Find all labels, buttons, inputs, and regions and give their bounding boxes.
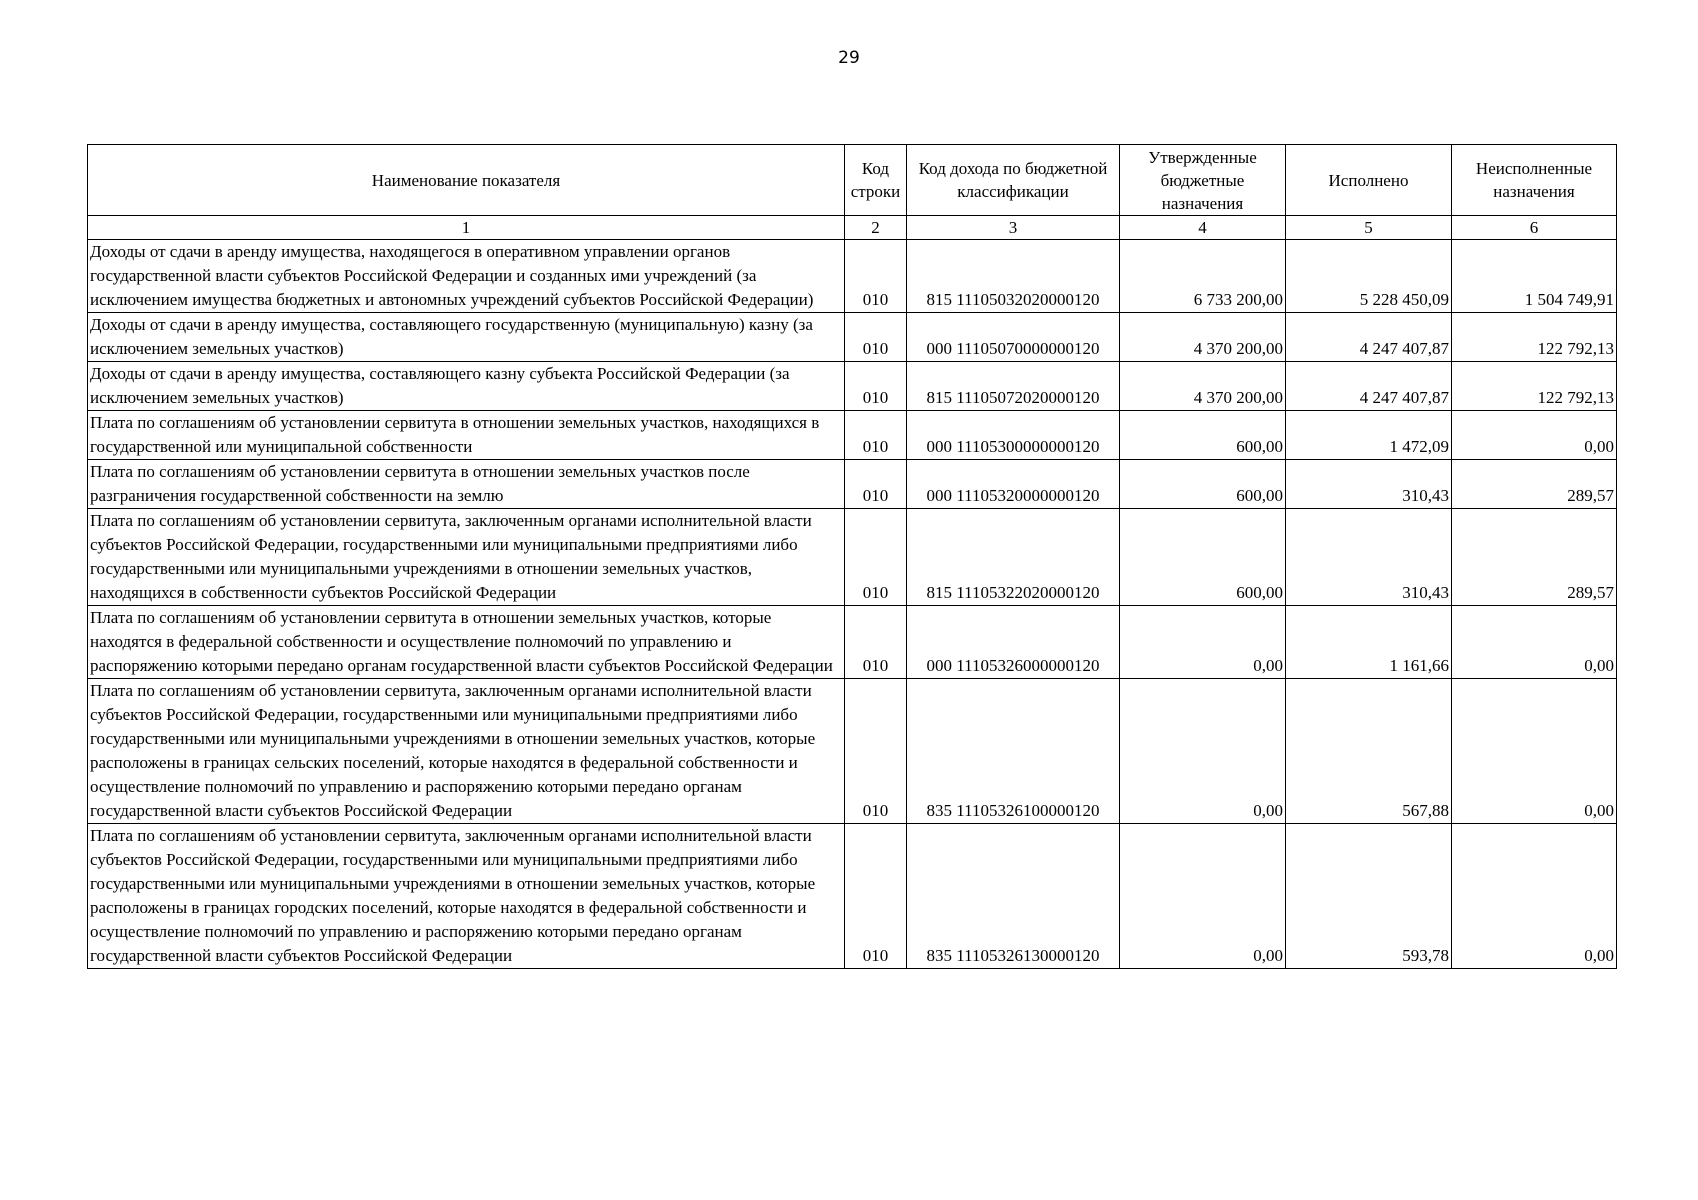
line-code-cell: 010: [845, 313, 907, 362]
budget-code-cell: 000 11105320000000120: [907, 460, 1120, 509]
table-row: [88, 313, 1617, 362]
line-code-cell: 010: [845, 824, 907, 969]
indicator-name-cell: Плата по соглашениям об установлении сервитута в отношении земельных участков после разграничения государственной собственности на землю: [88, 460, 845, 509]
approved-amount-cell: 600,00: [1120, 460, 1286, 509]
header-executed: Исполнено: [1286, 145, 1452, 216]
executed-amount-cell: 567,88: [1286, 679, 1452, 824]
budget-code-cell: 835 11105326100000120: [907, 679, 1120, 824]
line-code-cell: 010: [845, 509, 907, 606]
approved-amount-cell: 6 733 200,00: [1120, 240, 1286, 313]
approved-amount-cell: 0,00: [1120, 824, 1286, 969]
executed-amount-cell: 1 472,09: [1286, 411, 1452, 460]
line-code-cell: 010: [845, 460, 907, 509]
executed-amount-cell: 1 161,66: [1286, 606, 1452, 679]
line-code-cell: 010: [845, 411, 907, 460]
header-unexecuted-assignments: Неисполненные назначения: [1452, 145, 1617, 216]
budget-code-cell: 000 11105070000000120: [907, 313, 1120, 362]
budget-report-table: [87, 144, 1617, 969]
table-body: [88, 240, 1617, 969]
approved-amount-cell: 600,00: [1120, 509, 1286, 606]
unexecuted-amount-cell: 0,00: [1452, 679, 1617, 824]
table-row: [88, 411, 1617, 460]
executed-amount-cell: 4 247 407,87: [1286, 313, 1452, 362]
line-code-cell: 010: [845, 240, 907, 313]
indicator-name-cell: Доходы от сдачи в аренду имущества, составляющего государственную (муниципальную) казну (за исключением земельных участков): [88, 313, 845, 362]
header-row: [88, 145, 1617, 216]
header-approved-assignments: Утвержденные бюджетные назначения: [1120, 145, 1286, 216]
column-number: 4: [1120, 216, 1286, 240]
unexecuted-amount-cell: 289,57: [1452, 509, 1617, 606]
indicator-name-cell: Плата по соглашениям об установлении сервитута, заключенным органами исполнительной власти субъектов Российской Федерации, государственными или муниципальными предприятиями либо государственными или муниципальными учреждениями в отношении земельных участков, которые расположены в границах сельских поселений, которые находятся в федеральной собственности и осуществление полномочий по управлению и распоряжению которыми передано органам государственной власти субъектов Российской Федерации: [88, 679, 845, 824]
header-indicator-name: Наименование показателя: [88, 145, 845, 216]
table-row: [88, 824, 1617, 969]
indicator-name-cell: Плата по соглашениям об установлении сервитута в отношении земельных участков, находящихся в государственной или муниципальной собственности: [88, 411, 845, 460]
unexecuted-amount-cell: 1 504 749,91: [1452, 240, 1617, 313]
budget-code-cell: 815 11105072020000120: [907, 362, 1120, 411]
table-row: [88, 509, 1617, 606]
unexecuted-amount-cell: 0,00: [1452, 606, 1617, 679]
unexecuted-amount-cell: 0,00: [1452, 824, 1617, 969]
approved-amount-cell: 600,00: [1120, 411, 1286, 460]
approved-amount-cell: 4 370 200,00: [1120, 313, 1286, 362]
indicator-name-cell: Плата по соглашениям об установлении сервитута, заключенным органами исполнительной власти субъектов Российской Федерации, государственными или муниципальными предприятиями либо государственными или муниципальными учреждениями в отношении земельных участков, которые расположены в границах городских поселений, которые находятся в федеральной собственности и осуществление полномочий по управлению и распоряжению которыми передано органам государственной власти субъектов Российской Федерации: [88, 824, 845, 969]
executed-amount-cell: 310,43: [1286, 460, 1452, 509]
executed-amount-cell: 310,43: [1286, 509, 1452, 606]
line-code-cell: 010: [845, 362, 907, 411]
budget-code-cell: 815 11105032020000120: [907, 240, 1120, 313]
approved-amount-cell: 0,00: [1120, 606, 1286, 679]
indicator-name-cell: Доходы от сдачи в аренду имущества, находящегося в оперативном управлении органов государственной власти субъектов Российской Федерации и созданных ими учреждений (за исключением имущества бюджетных и автономных учреждений субъектов Российской Федерации): [88, 240, 845, 313]
column-number: 3: [907, 216, 1120, 240]
column-number: 5: [1286, 216, 1452, 240]
budget-code-cell: 815 11105322020000120: [907, 509, 1120, 606]
unexecuted-amount-cell: 122 792,13: [1452, 313, 1617, 362]
column-number: 6: [1452, 216, 1617, 240]
line-code-cell: 010: [845, 679, 907, 824]
indicator-name-cell: Доходы от сдачи в аренду имущества, составляющего казну субъекта Российской Федерации (за исключением земельных участков): [88, 362, 845, 411]
executed-amount-cell: 4 247 407,87: [1286, 362, 1452, 411]
header-budget-classification-code: Код дохода по бюджетной классификации: [907, 145, 1120, 216]
approved-amount-cell: 4 370 200,00: [1120, 362, 1286, 411]
budget-code-cell: 000 11105326000000120: [907, 606, 1120, 679]
column-number: 2: [845, 216, 907, 240]
unexecuted-amount-cell: 289,57: [1452, 460, 1617, 509]
executed-amount-cell: 593,78: [1286, 824, 1452, 969]
page-number: 29: [838, 48, 860, 68]
budget-code-cell: 835 11105326130000120: [907, 824, 1120, 969]
table-row: [88, 240, 1617, 313]
executed-amount-cell: 5 228 450,09: [1286, 240, 1452, 313]
unexecuted-amount-cell: 0,00: [1452, 411, 1617, 460]
indicator-name-cell: Плата по соглашениям об установлении сервитута, заключенным органами исполнительной власти субъектов Российской Федерации, государственными или муниципальными предприятиями либо государственными или муниципальными учреждениями в отношении земельных участков, находящихся в собственности субъектов Российской Федерации: [88, 509, 845, 606]
budget-code-cell: 000 11105300000000120: [907, 411, 1120, 460]
header-line-code: Код строки: [845, 145, 907, 216]
approved-amount-cell: 0,00: [1120, 679, 1286, 824]
indicator-name-cell: Плата по соглашениям об установлении сервитута в отношении земельных участков, которые находятся в федеральной собственности и осуществление полномочий по управлению и распоряжению которыми передано органам государственной власти субъектов Российской Федерации: [88, 606, 845, 679]
table-row: [88, 606, 1617, 679]
table-row: [88, 362, 1617, 411]
column-number: 1: [88, 216, 845, 240]
line-code-cell: 010: [845, 606, 907, 679]
table-row: [88, 679, 1617, 824]
unexecuted-amount-cell: 122 792,13: [1452, 362, 1617, 411]
table-row: [88, 460, 1617, 509]
column-number-row: [88, 216, 1617, 240]
